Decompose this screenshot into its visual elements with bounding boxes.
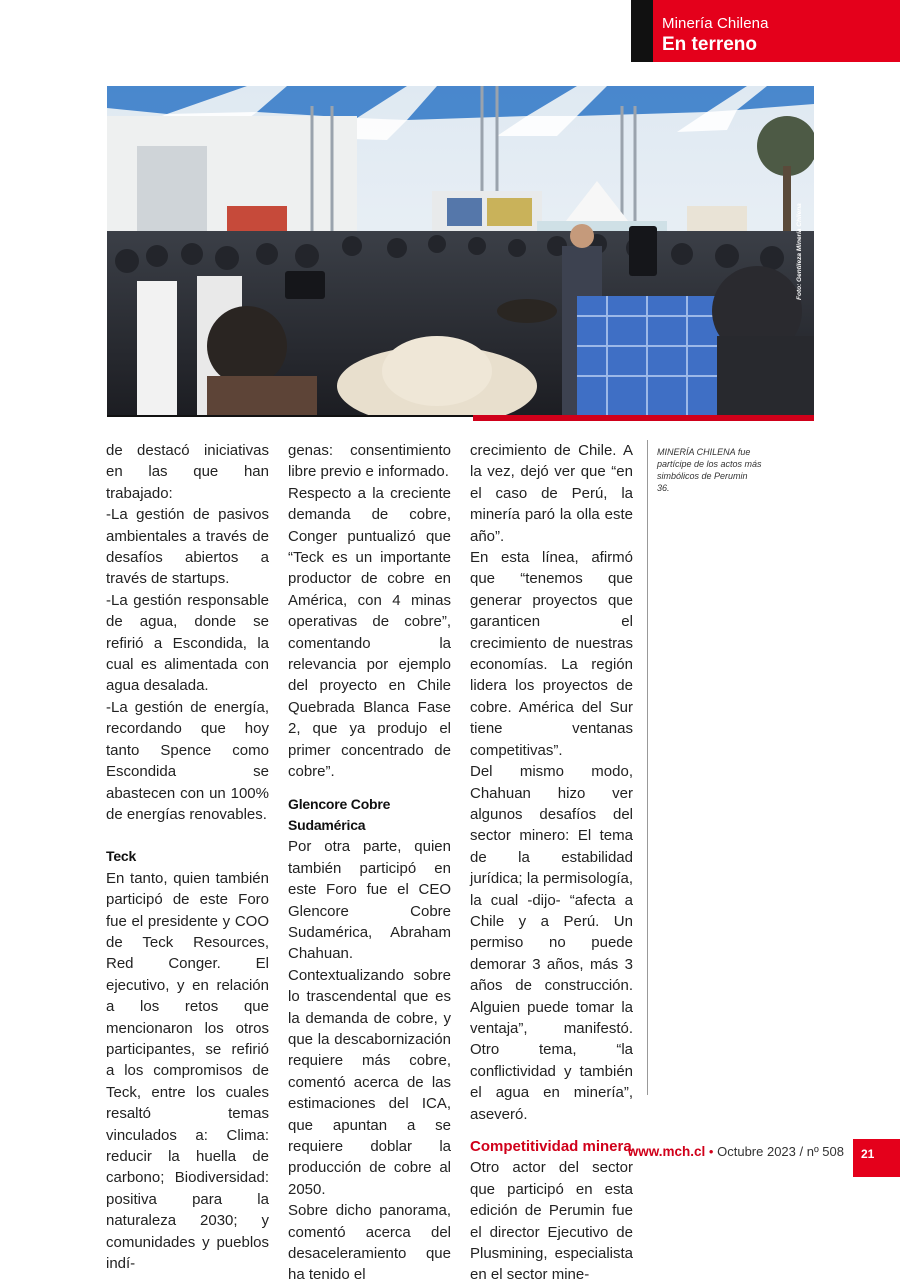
page-number-box	[853, 1139, 900, 1177]
photo-caption: MINERÍA CHILENA fue partícipe de los actos más simbólicos de Perumin 36.	[657, 447, 762, 493]
issue-info: Octubre 2023 / nº 508	[717, 1144, 844, 1159]
footer-separator: •	[708, 1144, 714, 1159]
paragraph: Del mismo modo, Chahuan hizo ver algunos desafíos del sector minero: El tema de la estabilidad jurídica; la permisología, la cual -dijo- “afecta a Chile y a Perú. Un permiso no puede demorar 3 años, más 3 años de construcción. Alguien puede tomar la ventaja”, manifestó. Otro tema, “la conflictividad y también el agua en minería”, aseveró.	[470, 763, 633, 1123]
paragraph: crecimiento de Chile. A la vez, dejó ver que “en el caso de Perú, la minería paró la olla este año”.	[470, 442, 633, 545]
subheading-competitividad: Competitividad minera	[470, 1138, 632, 1155]
paragraph: Respecto a la creciente demanda de cobre, Conger puntualizó que “Teck es un importante productor de cobre en América, con 4 minas operativas de cobre”, comentando la relevancia por ejemplo del proyecto en Chile Quebrada Blanca Fase 2, que ya produjo el primer concentrado de cobre”.	[288, 484, 451, 781]
website-link[interactable]: www.mch.cl	[627, 1144, 706, 1159]
header-black-tab	[631, 0, 653, 62]
paragraph: de destacó iniciativas en las que han trabajado:	[106, 442, 269, 502]
paragraph: Por otra parte, quien también participó en este Foro fue el CEO Glencore Cobre Sudamérica, Abraham Chahuan. Contextualizando sobre lo trascendental que es la demanda de cobre, y que la descabornización requiere más cobre, comentó acerca de las estimaciones del ICA, que apuntan a se requiere doblar la producción de cobre al 2050.	[288, 838, 451, 1198]
paragraph: En esta línea, afirmó que “tenemos que generar proyectos que garanticen el crecimiento de nuestras economías. La región lidera los proyectos de cobre. América del Sur tiene ventanas competitivas”.	[470, 549, 633, 759]
caption-divider	[647, 440, 648, 1095]
paragraph: Otro actor del sector que participó en esta edición de Perumin fue el director Ejecutivo de Plusmining, especialista en el sector mine-	[470, 1159, 633, 1284]
subheading-glencore: Glencore Cobre Sudamérica	[288, 795, 391, 833]
text-column-3	[470, 440, 633, 1286]
paragraph: -La gestión de pasivos ambientales a través de desafíos abiertos a través de startups.	[106, 506, 269, 588]
paragraph: -La gestión responsable de agua, donde se refirió a Escondida, la cual es alimentada con agua desalada.	[106, 591, 269, 695]
paragraph: En tanto, quien también participó de este Foro fue el presidente y COO de Teck Resources, Red Conger. El ejecutivo, y en relación a los retos que mencionaron los otros participantes, se refirió a los compromisos de Teck, entre los cuales resaltó temas vinculados a: Clima: reducir la huella de carbono; Biodiversidad: positiva para la naturaleza 2030; y comunidades y pueblos indí-	[106, 869, 269, 1273]
page-number: 21	[861, 1147, 875, 1161]
magazine-name: Minería Chilena	[662, 15, 769, 32]
subheading-teck: Teck	[106, 848, 137, 865]
footer	[628, 1144, 844, 1159]
event-photo	[107, 86, 814, 417]
section-header	[653, 0, 900, 62]
photo-credit: Foto: Gentileza Minería Chilena	[796, 203, 803, 300]
paragraph: -La gestión de energía, recordando que hoy tanto Spence como Escondida se abastecen con un 100% de energías renovables.	[106, 698, 269, 823]
text-column-2	[288, 440, 451, 1286]
section-title: En terreno	[662, 34, 758, 55]
text-column-1	[106, 440, 269, 1274]
paragraph: Sobre dicho panorama, comentó acerca del desaceleramiento que ha tenido el	[288, 1202, 451, 1284]
paragraph: genas: consentimiento libre previo e informado.	[288, 442, 451, 481]
photo-accent-bar	[473, 415, 814, 421]
